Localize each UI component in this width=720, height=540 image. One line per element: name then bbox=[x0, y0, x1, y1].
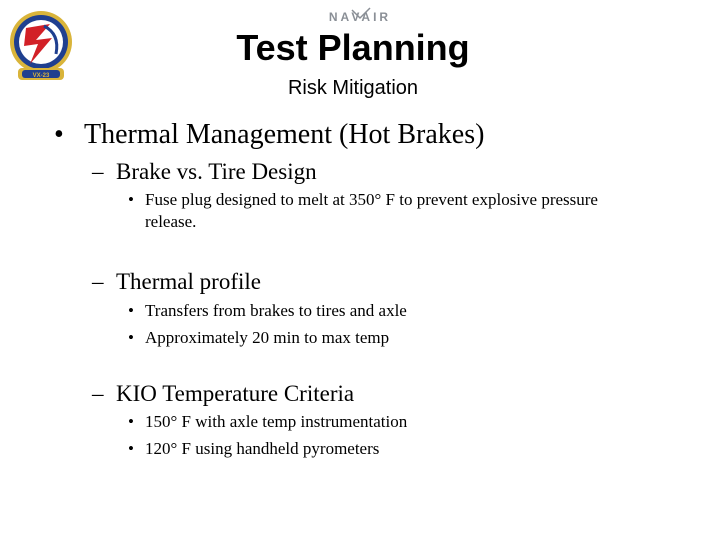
navair-logo-text: NAVAIR bbox=[328, 10, 392, 24]
list-item-text: Fuse plug designed to melt at 350° F to prevent explosive pressure release. bbox=[145, 190, 598, 231]
list-item-text: Transfers from brakes to tires and axle bbox=[145, 301, 407, 320]
bullet-marker: • bbox=[128, 301, 134, 320]
section-heading-text: Thermal profile bbox=[116, 269, 261, 294]
page-subtitle: Risk Mitigation bbox=[287, 77, 419, 99]
bullet-marker: • bbox=[128, 328, 134, 347]
dash-marker: – bbox=[92, 269, 104, 294]
bullet-marker: • bbox=[128, 439, 134, 458]
section-heading-text: Brake vs. Tire Design bbox=[116, 159, 317, 184]
page-title: Test Planning bbox=[236, 27, 470, 68]
list-item-text: 120° F using handheld pyrometers bbox=[145, 439, 380, 458]
bullet-marker: • bbox=[54, 119, 64, 150]
emblem-text: VX-23 bbox=[32, 73, 50, 79]
section-heading-text: KIO Temperature Criteria bbox=[116, 381, 355, 406]
list-item-text: Approximately 20 min to max temp bbox=[145, 328, 390, 347]
dash-marker: – bbox=[92, 159, 104, 184]
bullet-marker: • bbox=[128, 412, 134, 431]
bullet-marker: • bbox=[128, 190, 134, 209]
list-item-text: 150° F with axle temp instrumentation bbox=[145, 412, 408, 431]
main-bullet-text: Thermal Management (Hot Brakes) bbox=[84, 119, 485, 150]
dash-marker: – bbox=[92, 381, 104, 406]
